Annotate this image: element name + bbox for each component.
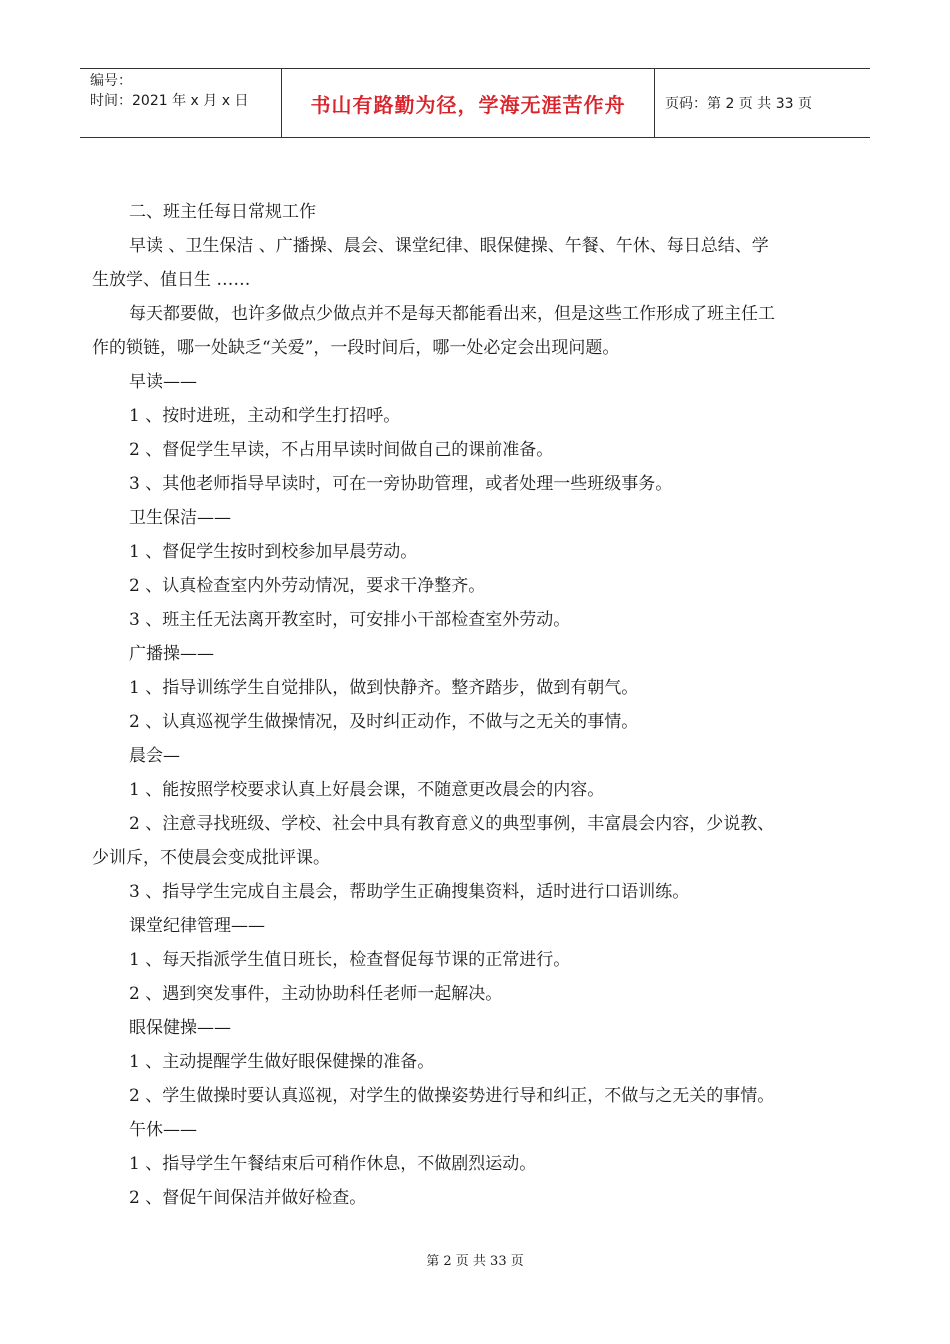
text-line: 早读 、卫生保洁 、广播操、晨会、课堂纪律、眼保健操、午餐、午休、每日总结、学: [129, 236, 769, 256]
text-line: 2 、督促学生早读，不占用早读时间做自己的课前准备。: [129, 440, 554, 460]
text-line: 眼保健操——: [129, 1018, 231, 1038]
page-header: [80, 68, 870, 138]
text-line: 卫生保洁——: [129, 508, 231, 528]
text-line: 3 、指导学生完成自主晨会，帮助学生正确搜集资料，适时进行口语训练。: [129, 882, 690, 902]
text-line: 午休——: [129, 1120, 197, 1140]
footer-page-number: 第 2 页 共 33 页: [426, 1254, 524, 1269]
text-line: 2 、认真检查室内外劳动情况，要求干净整齐。: [129, 576, 486, 596]
text-line: 1 、每天指派学生值日班长，检查督促每节课的正常进行。: [129, 950, 571, 970]
text-line: 早读——: [129, 372, 197, 392]
text-line: 生放学、值日生 ……: [92, 270, 251, 290]
text-line: 每天都要做，也许多做点少做点并不是每天都能看出来，但是这些工作形成了班主任工: [129, 304, 775, 324]
text-line: 少训斥，不使晨会变成批评课。: [92, 848, 330, 868]
text-line: 1 、按时进班，主动和学生打招呼。: [129, 406, 401, 426]
text-line: 2 、认真巡视学生做操情况，及时纠正动作，不做与之无关的事情。: [129, 712, 639, 732]
text-line: 作的锁链，哪一处缺乏“关爱”，一段时间后，哪一处必定会出现问题。: [92, 338, 620, 358]
text-line: 二、班主任每日常规工作: [129, 202, 316, 222]
header-motto-cell: [282, 69, 655, 137]
text-line: 1 、指导学生午餐结束后可稍作休息，不做剧烈运动。: [129, 1154, 537, 1174]
text-line: 2 、学生做操时要认真巡视，对学生的做操姿势进行导和纠正，不做与之无关的事情。: [129, 1086, 775, 1106]
text-line: 1 、能按照学校要求认真上好晨会课，不随意更改晨会的内容。: [129, 780, 605, 800]
text-line: 1 、主动提醒学生做好眼保健操的准备。: [129, 1052, 435, 1072]
time-label: 时间：2021 年 x 月 x 日: [90, 93, 249, 109]
number-label: 编号：: [90, 73, 132, 89]
text-line: 广播操——: [129, 644, 214, 664]
text-line: 3 、班主任无法离开教室时，可安排小干部检查室外劳动。: [129, 610, 571, 630]
document-body: [92, 200, 862, 1220]
text-line: 2 、督促午间保洁并做好检查。: [129, 1188, 367, 1208]
page-code: 页码：第 2 页 共 33 页: [665, 96, 812, 112]
motto: 书山有路勤为径，学海无涯苦作舟: [310, 92, 626, 117]
text-line: 课堂纪律管理——: [129, 916, 265, 936]
text-line: 1 、督促学生按时到校参加早晨劳动。: [129, 542, 418, 562]
text-line: 2 、注意寻找班级、学校、社会中具有教育意义的典型事例，丰富晨会内容，少说教、: [129, 814, 775, 834]
text-line: 3 、其他老师指导早读时，可在一旁协助管理，或者处理一些班级事务。: [129, 474, 673, 494]
text-line: 1 、指导训练学生自觉排队，做到快静齐。整齐踏步，做到有朝气。: [129, 678, 639, 698]
header-page-code-cell: [655, 69, 870, 137]
header-meta: [80, 69, 282, 137]
page-footer: [0, 1250, 950, 1269]
text-line: 晨会—: [129, 746, 180, 766]
text-line: 2 、遇到突发事件，主动协助科任老师一起解决。: [129, 984, 503, 1004]
